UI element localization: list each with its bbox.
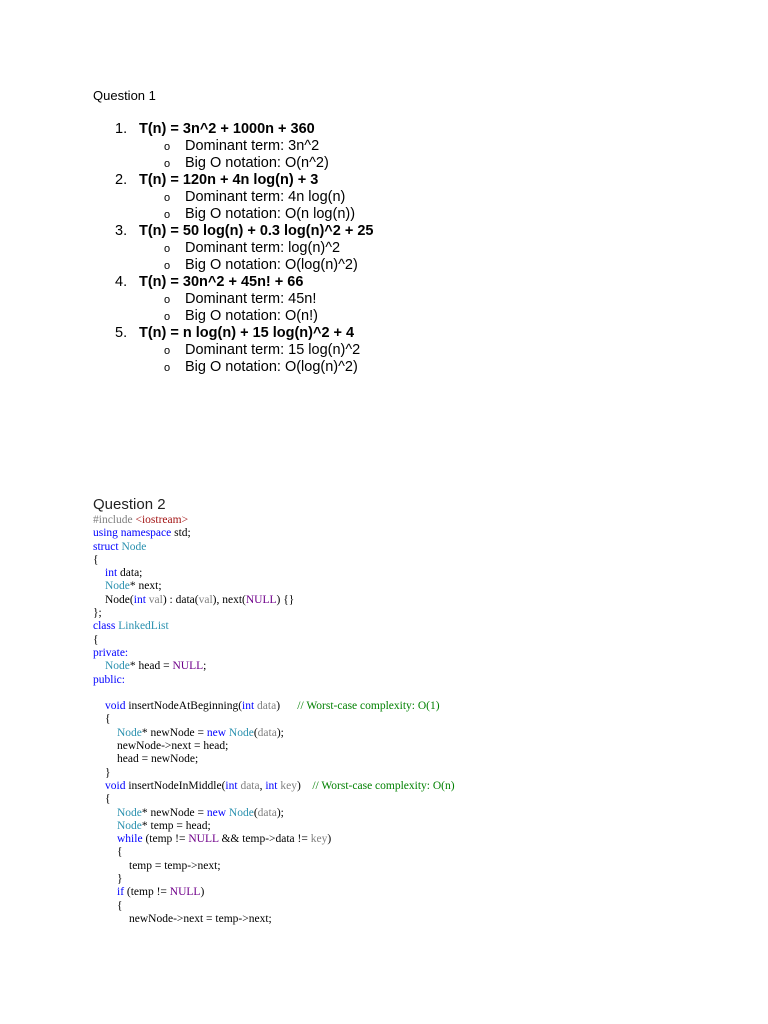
code-line: newNode->next = temp->next; <box>129 912 272 925</box>
code-line: private: <box>93 646 129 659</box>
code-line: }; <box>93 607 102 620</box>
code-line: void insertNodeInMiddle(int data, int key) // Worst-case complexity: O(n) <box>105 779 455 792</box>
code-line: public: <box>93 673 125 686</box>
code-line-blank <box>93 687 733 700</box>
list-item-5-dominant: o Dominant term: 15 log(n)^2 <box>115 342 715 359</box>
bullet-icon: o <box>164 243 171 255</box>
bullet-icon: o <box>164 192 171 204</box>
code-line: { <box>93 553 99 566</box>
bullet-icon: o <box>164 141 171 153</box>
bullet-icon: o <box>164 158 171 170</box>
bullet-icon: o <box>164 362 171 374</box>
list-item-3-expression: 3. T(n) = 50 log(n) + 0.3 log(n)^2 + 25 <box>115 223 374 239</box>
code-line: { <box>117 899 123 912</box>
code-line: } <box>117 873 123 886</box>
list-item-1-bigo: o Big O notation: O(n^2) <box>115 155 715 172</box>
code-line: { <box>105 713 111 726</box>
question-1-list <box>115 121 715 376</box>
list-item-4-bigo: o Big O notation: O(n!) <box>115 308 715 325</box>
code-line: #include <iostream> <box>93 514 189 526</box>
code-line: Node* head = NULL; <box>105 660 207 673</box>
code-line: int data; <box>105 567 143 580</box>
bullet-icon: o <box>164 294 171 306</box>
list-item-2-dominant: o Dominant term: 4n log(n) <box>115 189 715 206</box>
code-line: while (temp != NULL && temp->data != key) <box>117 833 332 846</box>
bullet-icon: o <box>164 345 171 357</box>
code-line: Node* temp = head; <box>117 819 211 832</box>
code-line: if (temp != NULL) <box>117 886 205 899</box>
code-line: Node(int val) : data(val), next(NULL) {} <box>105 593 295 606</box>
code-block <box>93 514 733 926</box>
list-item-5-bigo: o Big O notation: O(log(n)^2) <box>115 359 715 376</box>
bullet-icon: o <box>164 260 171 272</box>
code-line: { <box>105 793 111 806</box>
code-line: { <box>93 633 99 646</box>
code-line: head = newNode; <box>117 753 199 766</box>
question-2-title: Question 2 <box>93 496 166 513</box>
code-line: Node* newNode = new Node(data); <box>117 806 284 819</box>
list-item-5-expression: 5. T(n) = n log(n) + 15 log(n)^2 + 4 <box>115 325 355 341</box>
code-line: temp = temp->next; <box>129 859 221 872</box>
list-item-2-expression: 2. T(n) = 120n + 4n log(n) + 3 <box>115 172 319 188</box>
bullet-icon: o <box>164 311 171 323</box>
code-line: Node* next; <box>105 580 162 593</box>
list-item-2-bigo: o Big O notation: O(n log(n)) <box>115 206 715 223</box>
list-item-4-dominant: o Dominant term: 45n! <box>115 291 715 308</box>
code-line: struct Node <box>93 540 147 553</box>
code-line: } <box>105 766 111 779</box>
list-item-3-dominant: o Dominant term: log(n)^2 <box>115 240 715 257</box>
list-item-1-expression: 1. T(n) = 3n^2 + 1000n + 360 <box>115 121 315 137</box>
list-item-3-bigo: o Big O notation: O(log(n)^2) <box>115 257 715 274</box>
code-line: using namespace std; <box>93 527 191 540</box>
code-line: void insertNodeAtBeginning(int data) // Worst-case complexity: O(1) <box>105 700 440 713</box>
code-line: newNode->next = head; <box>117 740 229 753</box>
question-1-title: Question 1 <box>93 88 156 103</box>
code-line: { <box>117 846 123 859</box>
bullet-icon: o <box>164 209 171 221</box>
list-item-4-expression: 4. T(n) = 30n^2 + 45n! + 66 <box>115 274 304 290</box>
code-line: Node* newNode = new Node(data); <box>117 726 284 739</box>
code-line: class LinkedList <box>93 620 169 633</box>
list-item-1-dominant: o Dominant term: 3n^2 <box>115 138 715 155</box>
